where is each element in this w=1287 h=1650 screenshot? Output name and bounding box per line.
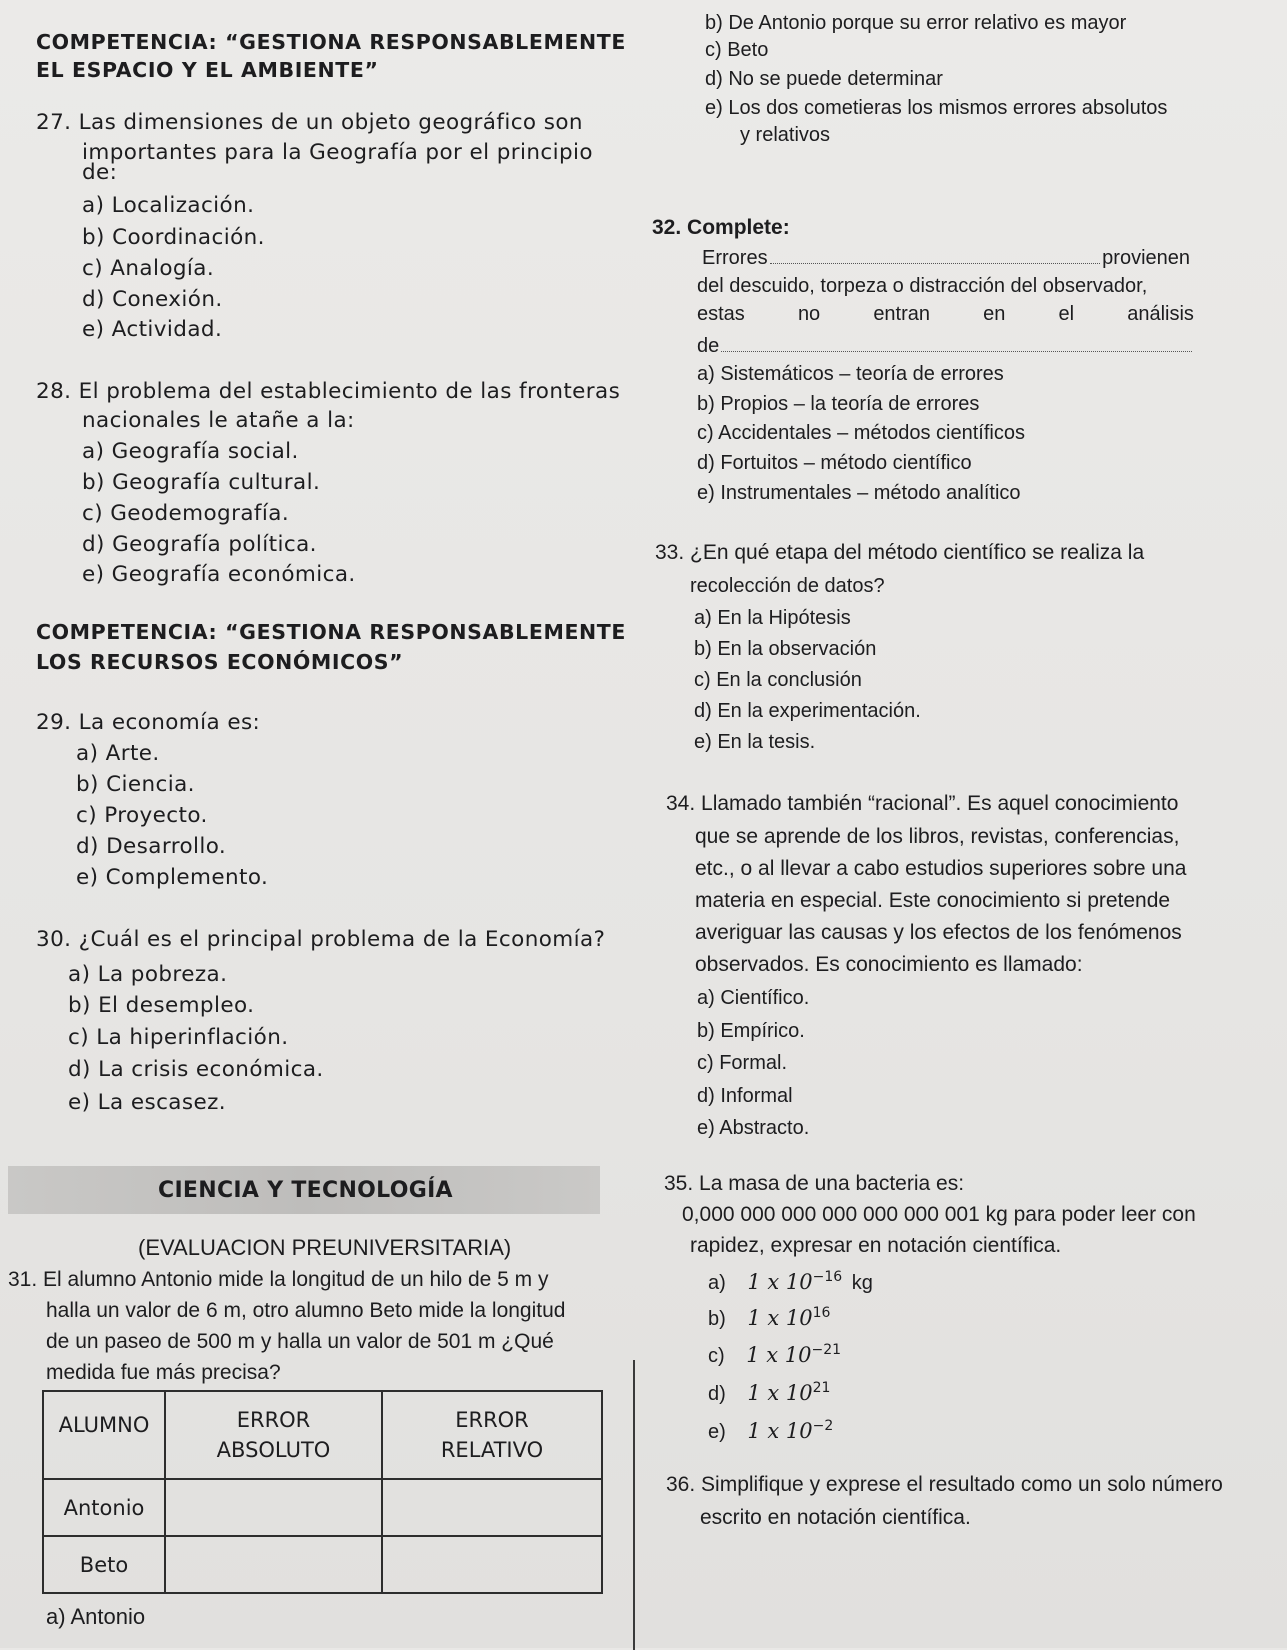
sci-base: 1 x 10 [747, 1419, 813, 1443]
unit-label: kg [851, 1272, 873, 1294]
q32-provienen: provienen [1102, 247, 1190, 269]
table-header-alumno [43, 1391, 165, 1479]
header-error-text: ERROR [236, 1408, 311, 1432]
q28-option-a[interactable]: a) Geografía social. [82, 439, 299, 464]
q35-option-d[interactable] [708, 1380, 830, 1406]
q31-option-b[interactable]: b) De Antonio porque su error relativo es mayor [705, 12, 1127, 34]
q27-text-line2: importantes para la Geografía por el principio [82, 140, 593, 165]
sci-exponent: 16 [812, 1305, 831, 1321]
q27-option-c[interactable]: c) Analogía. [82, 256, 215, 281]
table-row [43, 1536, 602, 1593]
q28-option-d[interactable]: d) Geografía política. [82, 532, 317, 557]
sci-notation [747, 1381, 830, 1405]
sci-notation [747, 1306, 830, 1330]
q32-word: entran [873, 303, 931, 325]
q30-option-c[interactable]: c) La hiperinflación. [68, 1025, 289, 1050]
table-cell-empty[interactable] [165, 1536, 382, 1593]
q34-option-b[interactable]: b) Empírico. [697, 1020, 805, 1042]
q31-text-line3: de un paseo de 500 m y halla un valor de 501 m ¿Qué [46, 1330, 554, 1353]
q34-option-c[interactable]: c) Formal. [697, 1052, 787, 1074]
option-label: d) [708, 1383, 726, 1405]
q28-text: 28. El problema del establecimiento de las fronteras [36, 379, 621, 404]
option-label: e) [708, 1421, 726, 1443]
sci-exponent: −21 [811, 1342, 842, 1358]
q31-option-e[interactable]: e) Los dos cometieras los mismos errores absolutos [705, 97, 1168, 119]
header-absoluto-text: ABSOLUTO [216, 1438, 331, 1462]
q31-option-a[interactable]: a) Antonio [46, 1604, 146, 1629]
q35-text: 35. La masa de una bacteria es: [664, 1172, 965, 1195]
q30-option-e[interactable]: e) La escasez. [68, 1090, 227, 1115]
q29-option-d[interactable]: d) Desarrollo. [76, 834, 227, 859]
q32-title: 32. Complete: [652, 216, 790, 239]
q29-text: 29. La economía es: [36, 710, 261, 735]
q32-line2: del descuido, torpeza o distracción del observador, [697, 275, 1148, 297]
q28-text-line2: nacionales le atañe a la: [82, 408, 355, 433]
sci-base: 1 x 10 [747, 1306, 813, 1330]
q28-option-b[interactable]: b) Geografía cultural. [82, 470, 321, 495]
q34-option-e[interactable]: e) Abstracto. [697, 1117, 810, 1139]
error-table [42, 1390, 603, 1594]
q29-option-c[interactable]: c) Proyecto. [76, 803, 208, 828]
sci-base: 1 x 10 [747, 1381, 813, 1405]
sci-base: 1 x 10 [747, 1270, 813, 1294]
q32-word: estas [697, 303, 745, 325]
q31-text-line2: halla un valor de 6 m, otro alumno Beto mide la longitud [46, 1299, 566, 1322]
q31-option-d[interactable]: d) No se puede determinar [705, 68, 943, 90]
q27-option-a[interactable]: a) Localización. [82, 193, 255, 218]
q36-text-line2: escrito en notación científica. [700, 1506, 971, 1529]
q35-option-c[interactable] [708, 1342, 841, 1368]
q27-option-d[interactable]: d) Conexión. [82, 287, 223, 312]
q35-text-line3: rapidez, expresar en notación científica. [690, 1234, 1062, 1257]
q32-line3 [697, 303, 1194, 326]
q33-option-e[interactable]: e) En la tesis. [694, 731, 816, 753]
option-label: c) [708, 1345, 725, 1367]
q35-option-a[interactable] [708, 1269, 873, 1295]
q34-text-line2: que se aprende de los libros, revistas, conferencias, [695, 825, 1180, 848]
section-subtitle: (EVALUACION PREUNIVERSITARIA) [138, 1235, 512, 1260]
q33-text-line2: recolección de datos? [690, 575, 885, 597]
q30-option-b[interactable]: b) El desempleo. [68, 993, 255, 1018]
competency-heading-space-line2: EL ESPACIO Y EL AMBIENTE” [36, 58, 379, 82]
q36-text: 36. Simplifique y exprese el resultado como un solo número [666, 1473, 1223, 1496]
q27-text: 27. Las dimensiones de un objeto geográfico son [36, 110, 583, 135]
table-cell-empty[interactable] [382, 1536, 602, 1593]
q30-option-d[interactable]: d) La crisis económica. [68, 1057, 324, 1082]
sci-notation [746, 1343, 841, 1367]
table-header-row [43, 1391, 602, 1479]
table-row [43, 1479, 602, 1536]
table-cell-beto: Beto [43, 1536, 165, 1593]
q32-word: el [1058, 303, 1075, 325]
q29-option-e[interactable]: e) Complemento. [76, 865, 269, 890]
q30-option-a[interactable]: a) La pobreza. [68, 962, 228, 987]
table-cell-empty[interactable] [382, 1479, 602, 1536]
q34-text-line4: materia en especial. Este conocimiento si pretende [695, 889, 1171, 912]
q32-blank-1[interactable] [770, 245, 1101, 264]
competency-heading-economy: COMPETENCIA: “GESTIONA RESPONSABLEMENTE [36, 620, 626, 644]
q32-errores: Errores [702, 247, 768, 269]
q34-text-line5: averiguar las causas y los efectos de los fenómenos [695, 921, 1182, 944]
option-label: a) [708, 1272, 726, 1294]
sci-notation [747, 1419, 833, 1443]
q34-text-line3: etc., o al llevar a cabo estudios superiores sobre una [695, 857, 1187, 880]
q32-line4 [697, 333, 1192, 358]
q29-option-b[interactable]: b) Ciencia. [76, 772, 195, 797]
table-header-error-absoluto [165, 1391, 382, 1479]
q32-line1 [702, 245, 1190, 270]
table-header-error-relativo [382, 1391, 602, 1479]
q32-option-b[interactable]: b) Propios – la teoría de errores [697, 393, 980, 415]
q32-de: de [697, 335, 720, 357]
q29-option-a[interactable]: a) Arte. [76, 741, 160, 766]
q33-option-d[interactable]: d) En la experimentación. [694, 700, 921, 722]
q32-option-d[interactable]: d) Fortuitos – método científico [697, 452, 972, 474]
header-alumno-text: ALUMNO [58, 1413, 150, 1437]
sci-exponent: −2 [812, 1418, 834, 1434]
q27-text-line3: de: [82, 160, 118, 185]
q31-option-c[interactable]: c) Beto [705, 39, 769, 61]
q33-option-b[interactable]: b) En la observación [694, 638, 877, 660]
column-divider [633, 1360, 635, 1650]
q28-option-c[interactable]: c) Geodemografía. [82, 501, 290, 526]
option-label: b) [708, 1308, 726, 1330]
q35-option-b[interactable] [708, 1305, 830, 1331]
sci-notation [747, 1270, 842, 1294]
competency-heading-economy-line2: LOS RECURSOS ECONÓMICOS” [36, 650, 404, 674]
q34-option-d[interactable]: d) Informal [697, 1085, 793, 1107]
q33-text: 33. ¿En qué etapa del método científico se realiza la [655, 541, 1145, 564]
q32-word: en [983, 303, 1006, 325]
q33-option-c[interactable]: c) En la conclusión [694, 669, 862, 691]
q32-option-a[interactable]: a) Sistemáticos – teoría de errores [697, 363, 1004, 385]
q35-option-e[interactable] [708, 1418, 833, 1444]
q32-word: no [797, 303, 821, 325]
q34-text: 34. Llamado también “racional”. Es aquel conocimiento [666, 792, 1179, 815]
sci-exponent: −16 [812, 1269, 843, 1285]
table-cell-empty[interactable] [165, 1479, 382, 1536]
q32-word: análisis [1127, 303, 1194, 325]
q33-option-a[interactable]: a) En la Hipótesis [694, 607, 851, 629]
q32-option-c[interactable]: c) Accidentales – métodos científicos [697, 422, 1025, 444]
q32-blank-2[interactable] [721, 333, 1192, 352]
q32-option-e[interactable]: e) Instrumentales – método analítico [697, 482, 1021, 504]
table-cell-antonio: Antonio [43, 1479, 165, 1536]
header-relativo-text: RELATIVO [440, 1438, 544, 1462]
sci-base: 1 x 10 [746, 1343, 812, 1367]
q31-option-e-line2: y relativos [740, 124, 831, 146]
header-error-text: ERROR [455, 1408, 529, 1432]
q27-option-b[interactable]: b) Coordinación. [82, 225, 265, 250]
q30-text: 30. ¿Cuál es el principal problema de la Economía? [36, 927, 606, 952]
q35-text-line2: 0,000 000 000 000 000 000 001 kg para poder leer con [682, 1203, 1196, 1226]
sci-exponent: 21 [812, 1380, 831, 1396]
q27-option-e[interactable]: e) Actividad. [82, 317, 223, 342]
q31-text-line4: medida fue más precisa? [46, 1361, 281, 1384]
q34-option-a[interactable]: a) Científico. [697, 987, 810, 1009]
q34-text-line6: observados. Es conocimiento es llamado: [695, 953, 1083, 976]
q31-text: 31. El alumno Antonio mide la longitud de un hilo de 5 m y [8, 1268, 549, 1291]
competency-heading-space: COMPETENCIA: “GESTIONA RESPONSABLEMENTE [36, 30, 626, 54]
q28-option-e[interactable]: e) Geografía económica. [82, 562, 356, 587]
section-banner-title: CIENCIA Y TECNOLOGÍA [158, 1178, 453, 1203]
